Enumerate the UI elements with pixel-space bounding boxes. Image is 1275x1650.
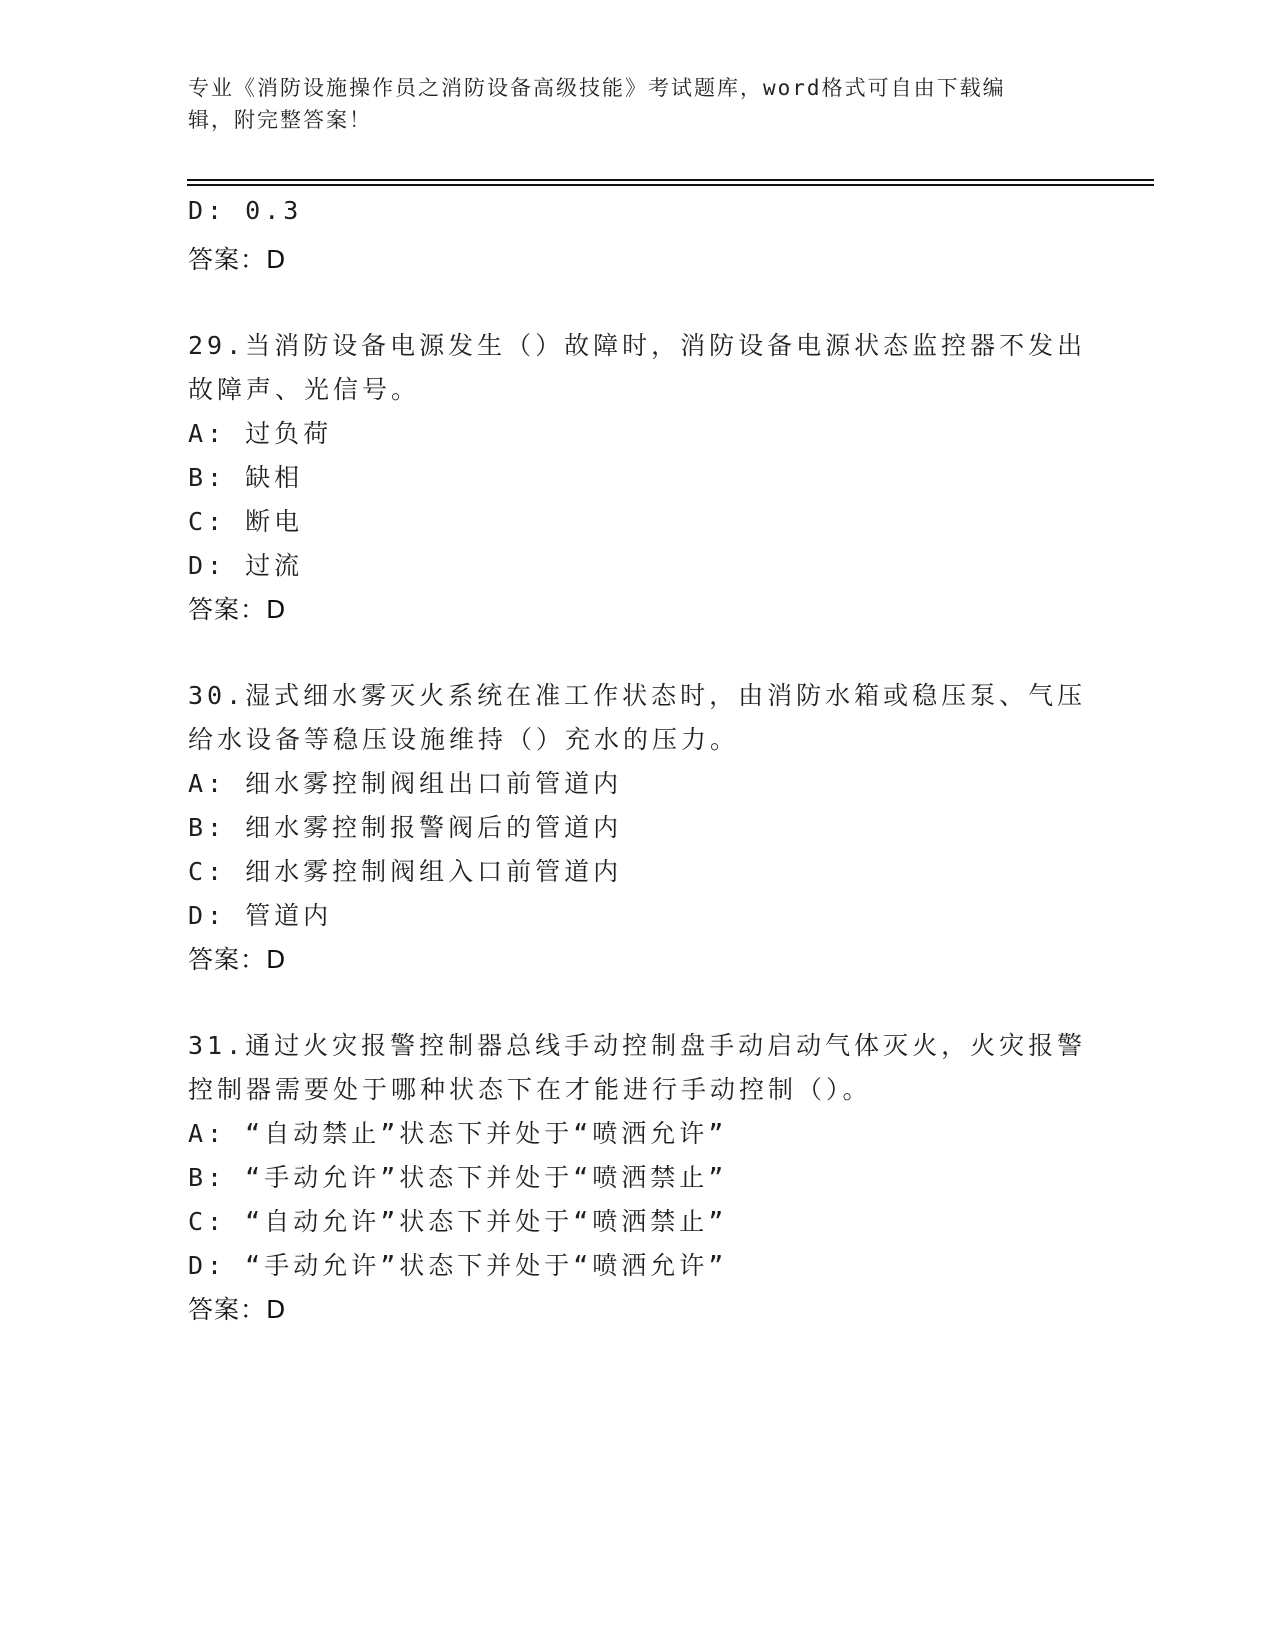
question-29-option-d: D: 过流 (188, 551, 304, 580)
question-29-option-c: C: 断电 (188, 507, 304, 536)
question-29-answer: 答案：D (188, 595, 287, 624)
question-31-option-a: A: “自动禁止”状态下并处于“喷洒允许” (188, 1119, 728, 1148)
question-30-stem-line-1: 30.湿式细水雾灭火系统在准工作状态时，由消防水箱或稳压泵、气压 (188, 681, 1087, 710)
question-31-option-c: C: “自动允许”状态下并处于“喷洒禁止” (188, 1207, 728, 1236)
header-divider-top (187, 179, 1154, 181)
question-31-stem-line-1: 31.通过火灾报警控制器总线手动控制盘手动启动气体灭火，火灾报警 (188, 1031, 1087, 1060)
question-31-option-b: B: “手动允许”状态下并处于“喷洒禁止” (188, 1163, 728, 1192)
header-divider-bottom (187, 184, 1154, 186)
question-31-stem-line-2: 控制器需要处于哪种状态下在才能进行手动控制（）。 (188, 1075, 872, 1104)
question-29-option-b: B: 缺相 (188, 463, 304, 492)
question-31-answer: 答案：D (188, 1295, 287, 1324)
question-29-stem-line-2: 故障声、光信号。 (188, 375, 421, 404)
document-header (188, 72, 1088, 136)
question-29-option-a: A: 过负荷 (188, 419, 333, 448)
header-line-1: 专业《消防设施操作员之消防设备高级技能》考试题库，word格式可自由下载编 (188, 76, 1006, 100)
question-30-answer: 答案：D (188, 945, 287, 974)
question-30-stem-line-2: 给水设备等稳压设施维持（）充水的压力。 (188, 725, 740, 754)
question-30-option-c: C: 细水雾控制阀组入口前管道内 (188, 857, 623, 886)
answer-prev: 答案：D (188, 245, 287, 274)
question-30-option-a: A: 细水雾控制阀组出口前管道内 (188, 769, 623, 798)
question-29-stem-line-1: 29.当消防设备电源发生（）故障时，消防设备电源状态监控器不发出 (188, 331, 1087, 360)
question-30-option-d: D: 管道内 (188, 901, 333, 930)
header-line-2: 辑，附完整答案！ (188, 108, 372, 132)
question-30-option-b: B: 细水雾控制报警阀后的管道内 (188, 813, 623, 842)
question-31-option-d: D: “手动允许”状态下并处于“喷洒允许” (188, 1251, 728, 1280)
option-d-prev: D: 0.3 (188, 196, 303, 225)
